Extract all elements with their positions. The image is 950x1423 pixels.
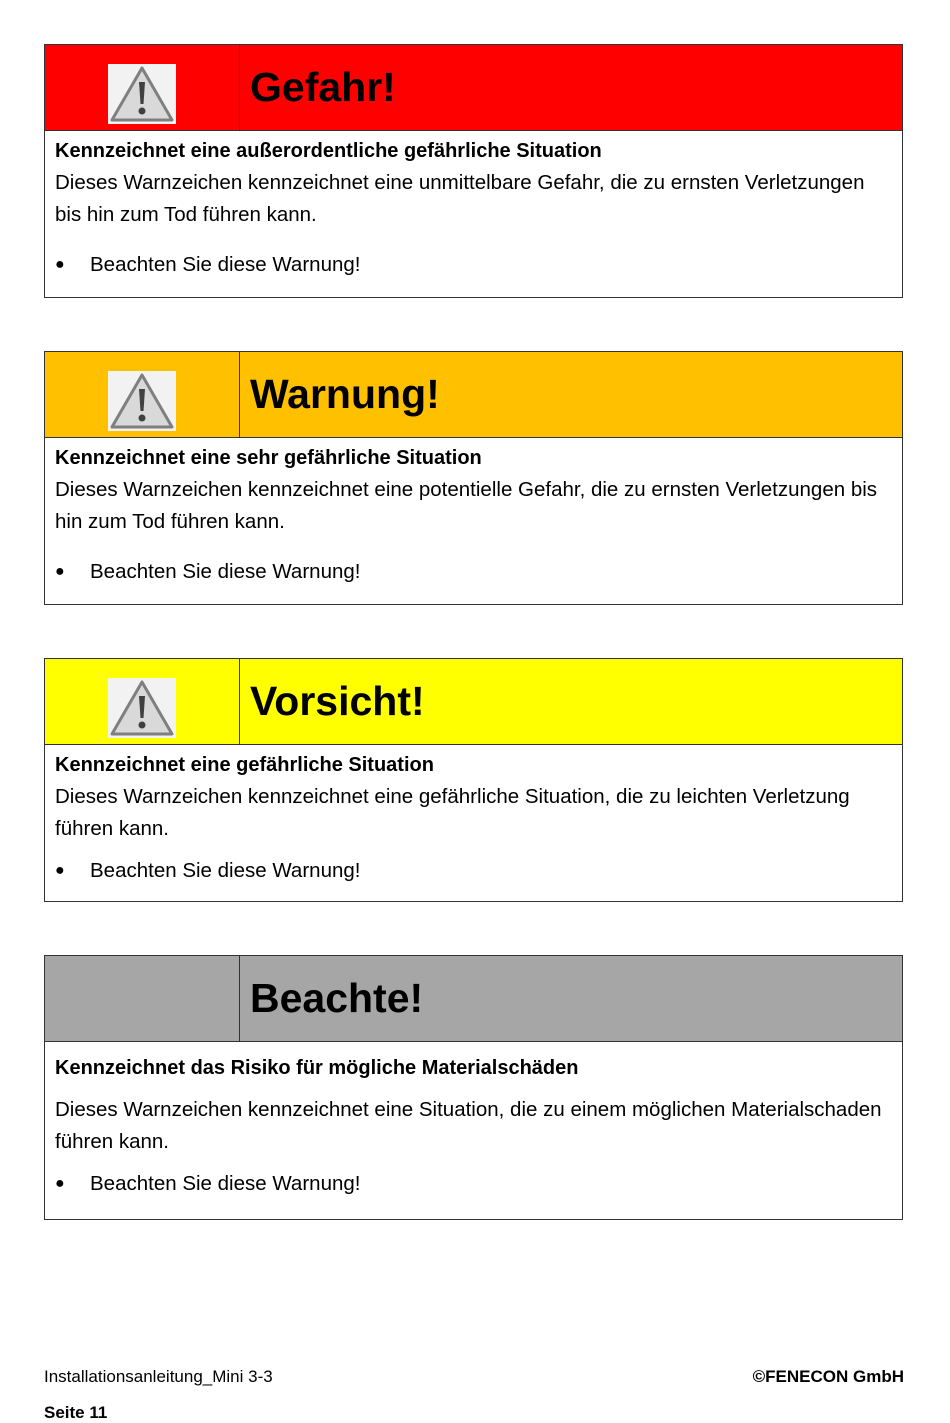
warning-bullet (55, 1168, 892, 1200)
footer-company: ©FENECON GmbH (752, 1367, 904, 1386)
warning-title: Beachte! (250, 975, 424, 1021)
warning-box-danger (44, 44, 903, 298)
bullet-dot: ● (55, 1175, 65, 1192)
footer-page-number: Seite 11 (44, 1403, 108, 1422)
warning-box-caution (44, 658, 903, 902)
bullet-text: Beachten Sie diese Warnung! (90, 859, 361, 882)
warning-triangle-icon (108, 678, 176, 738)
warning-text: Dieses Warnzeichen kennzeichnet eine Situation, die zu einem möglichen Materialschaden führen kann. (55, 1098, 882, 1153)
warning-body (45, 131, 902, 281)
warning-subtitle: Kennzeichnet eine gefährliche Situation (55, 754, 434, 776)
warning-body (45, 745, 902, 887)
warning-body (45, 438, 902, 588)
bullet-dot: ● (55, 563, 65, 580)
warning-header (45, 659, 902, 745)
warning-icon-cell (45, 45, 240, 130)
warning-title: Warnung! (250, 371, 440, 417)
warning-header (45, 352, 902, 438)
warning-icon-cell (45, 352, 240, 437)
warning-body (45, 1042, 902, 1200)
warning-triangle-icon (108, 64, 176, 124)
footer-doc-name: Installationsanleitung_Mini 3-3 (44, 1367, 273, 1386)
warning-icon-cell (45, 659, 240, 744)
warning-text: Dieses Warnzeichen kennzeichnet eine gefährliche Situation, die zu leichten Verletzung führen kann. (55, 785, 850, 840)
warning-subtitle: Kennzeichnet eine außerordentliche gefährliche Situation (55, 140, 602, 162)
bullet-dot: ● (55, 256, 65, 273)
warning-bullet (55, 249, 892, 281)
warning-box-warning (44, 351, 903, 605)
warning-subtitle: Kennzeichnet das Risiko für mögliche Materialschäden (55, 1057, 579, 1079)
bullet-text: Beachten Sie diese Warnung! (90, 560, 361, 583)
warning-subtitle: Kennzeichnet eine sehr gefährliche Situation (55, 447, 482, 469)
warning-text: Dieses Warnzeichen kennzeichnet eine unmittelbare Gefahr, die zu ernsten Verletzungen bis hin zum Tod führen kann. (55, 171, 865, 226)
bullet-dot: ● (55, 862, 65, 879)
warning-icon-cell (45, 956, 240, 1041)
bullet-text: Beachten Sie diese Warnung! (90, 1172, 361, 1195)
warning-header (45, 45, 902, 131)
warning-header (45, 956, 902, 1042)
warning-title: Gefahr! (250, 64, 396, 110)
warning-bullet (55, 855, 892, 887)
bullet-text: Beachten Sie diese Warnung! (90, 253, 361, 276)
warning-text: Dieses Warnzeichen kennzeichnet eine potentielle Gefahr, die zu ernsten Verletzungen bis hin zum Tod führen kann. (55, 478, 878, 533)
warning-triangle-icon (108, 371, 176, 431)
warning-bullet (55, 556, 892, 588)
warning-box-notice (44, 955, 903, 1220)
warning-title: Vorsicht! (250, 678, 425, 724)
